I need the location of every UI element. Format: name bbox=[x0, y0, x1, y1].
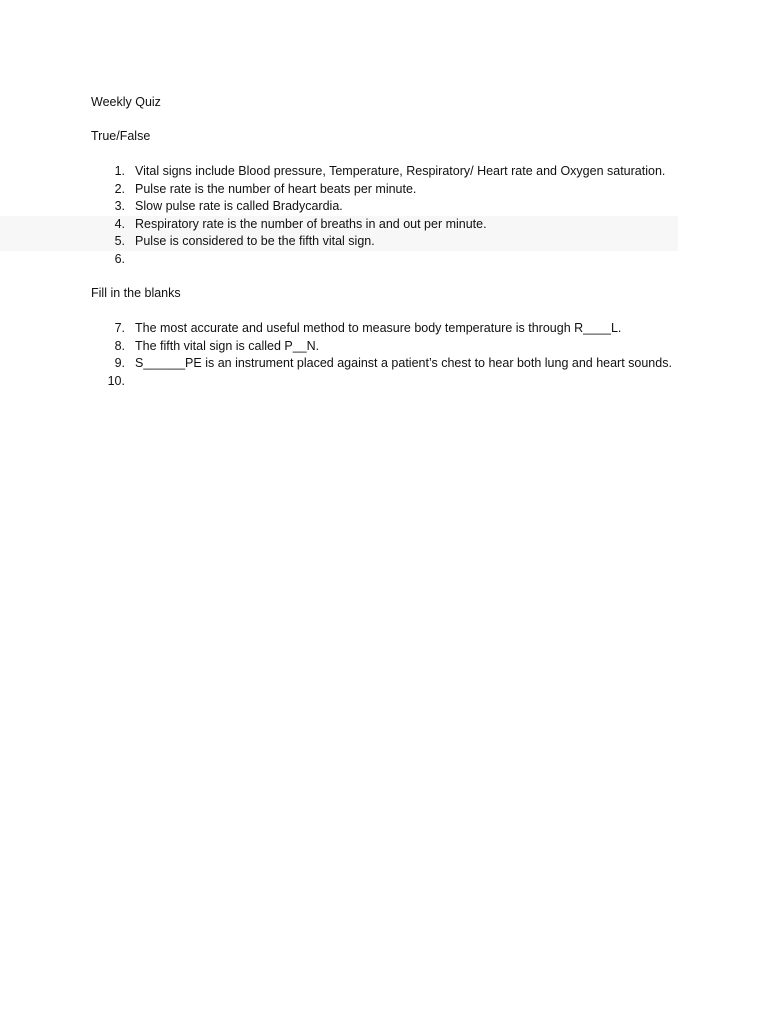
question-text: Vital signs include Blood pressure, Temperature, Respiratory/ Heart rate and Oxygen saturation. bbox=[135, 164, 666, 178]
question-text: Slow pulse rate is called Bradycardia. bbox=[135, 199, 343, 213]
question-text: S______PE is an instrument placed against a patient’s chest to hear both lung and heart sounds. bbox=[135, 356, 672, 370]
question-item bbox=[0, 216, 678, 234]
question-number: 5. bbox=[114, 234, 125, 248]
question-number: 7. bbox=[114, 321, 125, 335]
question-number: 8. bbox=[114, 338, 125, 353]
true-false-question-list bbox=[0, 163, 678, 268]
question-number: 4. bbox=[114, 216, 125, 231]
question-number: 10. bbox=[107, 373, 125, 388]
section-heading-fill-in-the-blanks: Fill in the blanks bbox=[91, 286, 181, 300]
question-number: 9. bbox=[114, 356, 125, 370]
page-title: Weekly Quiz bbox=[91, 95, 161, 109]
question-item bbox=[0, 163, 678, 181]
question-item bbox=[0, 198, 678, 216]
question-text: The most accurate and useful method to measure body temperature is through R____L. bbox=[135, 321, 622, 335]
question-number: 6. bbox=[114, 251, 125, 266]
question-text: The fifth vital sign is called P__N. bbox=[135, 338, 320, 353]
question-item bbox=[0, 181, 678, 199]
question-item bbox=[0, 233, 678, 251]
question-number: 1. bbox=[114, 164, 125, 178]
question-item bbox=[0, 251, 678, 269]
question-text: Pulse is considered to be the fifth vital sign. bbox=[135, 234, 375, 248]
section-heading-true-false: True/False bbox=[91, 129, 151, 143]
question-number: 3. bbox=[114, 199, 125, 213]
question-text: Pulse rate is the number of heart beats per minute. bbox=[135, 181, 417, 196]
question-text: Respiratory rate is the number of breaths in and out per minute. bbox=[135, 216, 487, 231]
question-number: 2. bbox=[114, 181, 125, 196]
